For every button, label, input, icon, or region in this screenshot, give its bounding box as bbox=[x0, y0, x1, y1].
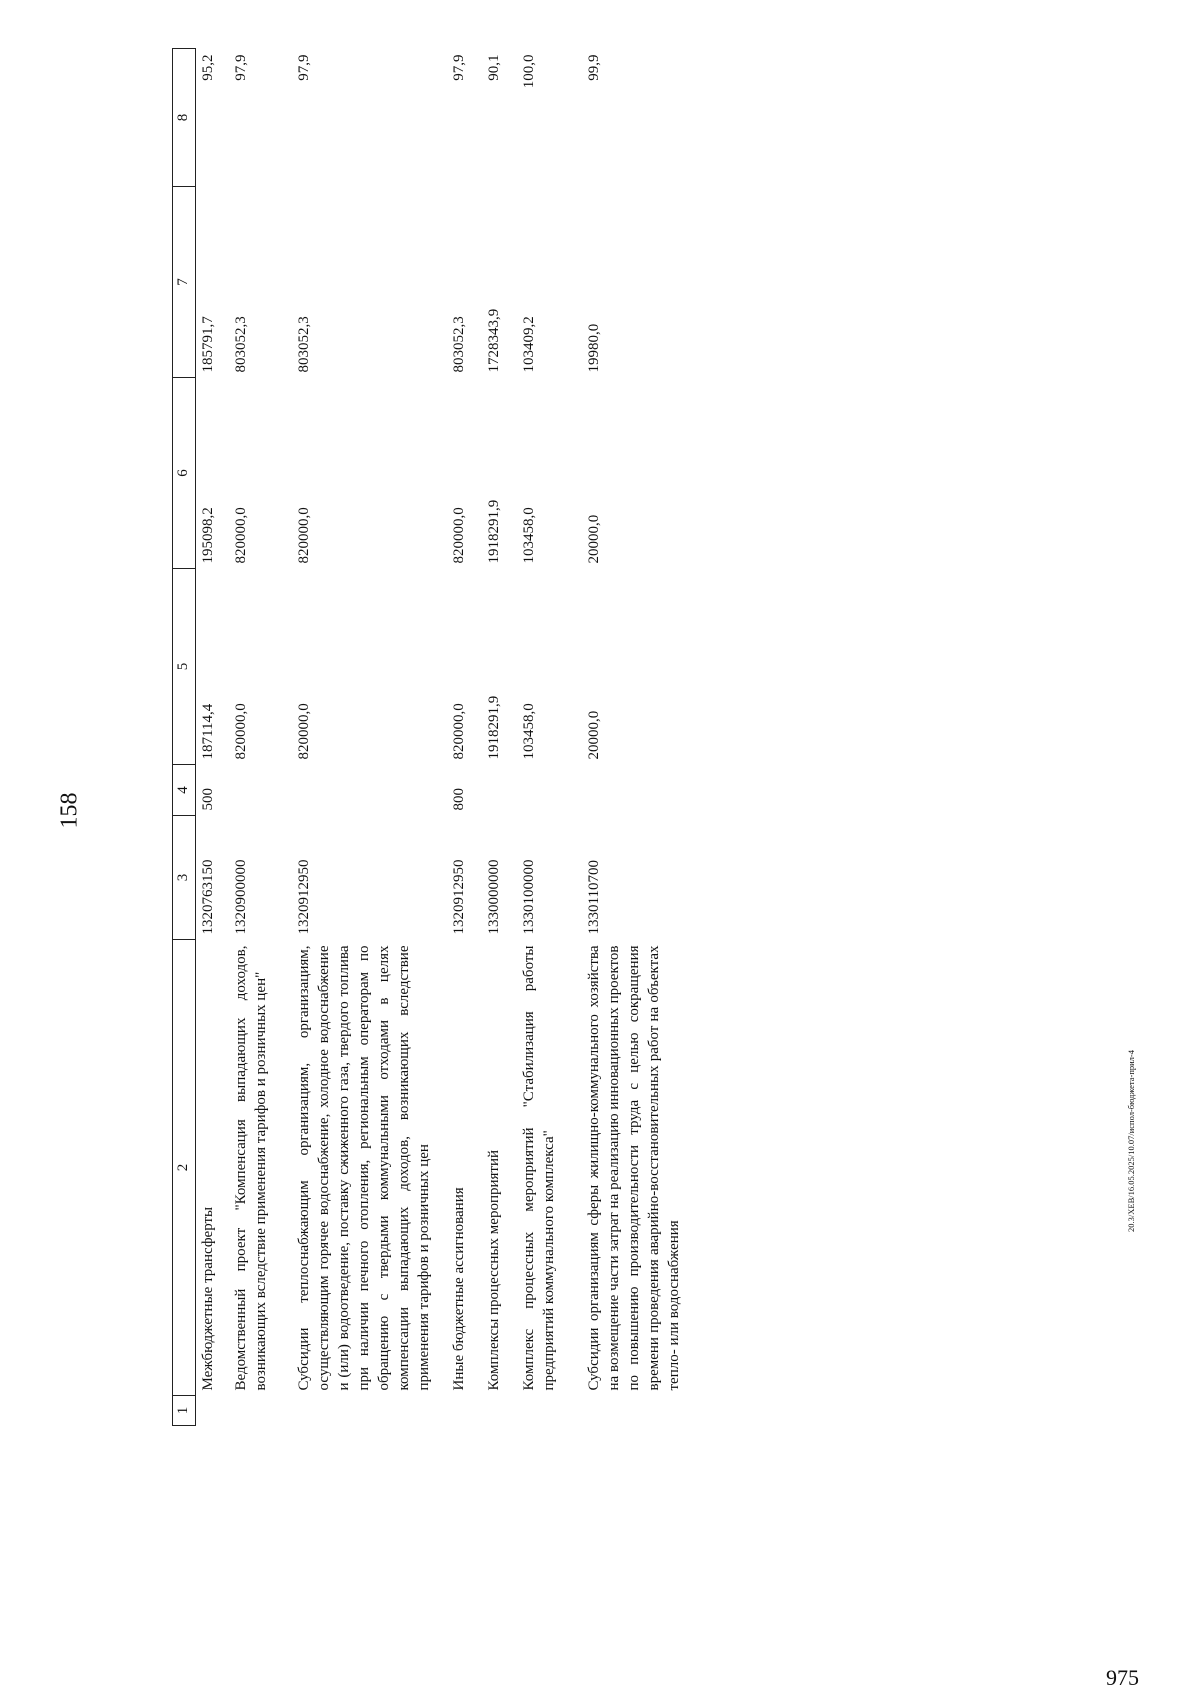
row-execution-percent: 97,9 bbox=[451, 54, 467, 81]
row-executed-amount: 1728343,9 bbox=[486, 308, 502, 373]
footer-page-number: 975 bbox=[1106, 1665, 1139, 1690]
row-specified-amount: 20000,0 bbox=[586, 514, 602, 564]
column-header-7: 7 bbox=[173, 187, 196, 378]
row-planned-amount: 820000,0 bbox=[296, 703, 312, 760]
file-code-footer: 20.3/XEB/16.05.2025/10.07/испол-бюджета-прил-4 bbox=[1126, 1050, 1136, 1232]
column-header-4: 4 bbox=[173, 765, 196, 816]
row-name: Иные бюджетные ассигнования bbox=[451, 1187, 467, 1391]
row-code: 1320912950 bbox=[296, 859, 312, 935]
row-blank-cell bbox=[291, 1396, 446, 1426]
row-code: 1320900000 bbox=[233, 859, 249, 935]
row-specified-amount: 1918291,9 bbox=[486, 499, 502, 564]
row-specified-amount: 820000,0 bbox=[296, 507, 312, 564]
row-specified-amount: 820000,0 bbox=[233, 507, 249, 564]
row-execution-percent: 99,9 bbox=[586, 54, 602, 81]
row-execution-percent: 100,0 bbox=[521, 54, 537, 89]
row-executed-amount: 803052,3 bbox=[451, 316, 467, 373]
row-blank-cell bbox=[446, 1396, 481, 1426]
row-planned-amount: 1918291,9 bbox=[486, 695, 502, 760]
row-expense-type bbox=[291, 765, 446, 816]
table-row bbox=[228, 49, 291, 1426]
row-code: 1330110700 bbox=[586, 860, 602, 935]
row-expense-type bbox=[516, 765, 581, 816]
row-name: Ведомственный проект "Компенсация выпадающих доходов, возникающих вследствие применения тарифов и розничных цен" bbox=[233, 945, 269, 1391]
row-execution-percent: 97,9 bbox=[296, 54, 312, 81]
row-name: Субсидии теплоснабжающим организациям, организациям, осуществляющим горячее водоснабжение, холодное водоснабжение и (или) водоотведение, поставку сжиженного газа, твердого топлива при наличии печного отопления, региональным операторам по обращению с твердыми коммунальными отходами в целях компенсации выпадающих доходов, возникающих вследствие применения тарифов и розничных цен bbox=[296, 945, 432, 1391]
column-header-1: 1 bbox=[173, 1396, 196, 1426]
row-blank-cell bbox=[581, 1396, 694, 1426]
table-row bbox=[291, 49, 446, 1426]
column-header-6: 6 bbox=[173, 378, 196, 569]
row-blank-cell bbox=[228, 1396, 291, 1426]
row-name: Межбюджетные трансферты bbox=[196, 940, 229, 1396]
page-number: 158 bbox=[56, 792, 83, 829]
row-expense-type bbox=[228, 765, 291, 816]
row-executed-amount: 19980,0 bbox=[586, 323, 602, 373]
row-code: 1330100000 bbox=[521, 859, 537, 935]
row-planned-amount: 20000,0 bbox=[586, 710, 602, 760]
table-row bbox=[446, 49, 481, 1426]
column-header-8: 8 bbox=[173, 49, 196, 187]
row-name: Комплекс процессных мероприятий "Стабилизация работы предприятий коммунального комплекса" bbox=[521, 945, 557, 1391]
row-execution-percent: 90,1 bbox=[486, 54, 502, 81]
row-executed-amount: 185791,7 bbox=[196, 187, 229, 378]
budget-table-rotated bbox=[172, 48, 694, 1426]
row-blank-cell bbox=[481, 1396, 516, 1426]
row-executed-amount: 103409,2 bbox=[521, 316, 537, 373]
row-execution-percent: 95,2 bbox=[196, 49, 229, 187]
row-blank-cell bbox=[196, 1396, 229, 1426]
row-specified-amount: 103458,0 bbox=[521, 507, 537, 564]
row-executed-amount: 803052,3 bbox=[233, 316, 249, 373]
column-number-header bbox=[173, 49, 196, 1426]
table-row bbox=[481, 49, 516, 1426]
row-name: Субсидии организациям сферы жилищно-коммунального хозяйства на возмещение части затрат на реализацию инновационных проектов по повышению производительности труда с целью сокращения времени проведения аварийно-восстановительных работ на объектах тепло- или водоснабжения bbox=[586, 945, 682, 1391]
row-execution-percent: 97,9 bbox=[233, 54, 249, 81]
column-header-3: 3 bbox=[173, 816, 196, 940]
row-expense-type bbox=[481, 765, 516, 816]
row-planned-amount: 103458,0 bbox=[521, 703, 537, 760]
row-expense-type bbox=[581, 765, 694, 816]
table-row bbox=[516, 49, 581, 1426]
table-row bbox=[581, 49, 694, 1426]
row-specified-amount: 195098,2 bbox=[196, 378, 229, 569]
column-header-5: 5 bbox=[173, 569, 196, 765]
row-planned-amount: 820000,0 bbox=[451, 703, 467, 760]
row-name: Комплексы процессных мероприятий bbox=[486, 1149, 502, 1391]
budget-table bbox=[172, 48, 694, 1426]
row-code: 1320912950 bbox=[451, 859, 467, 935]
row-planned-amount: 187114,4 bbox=[196, 569, 229, 765]
row-executed-amount: 803052,3 bbox=[296, 316, 312, 373]
row-expense-type: 500 bbox=[196, 765, 229, 816]
row-planned-amount: 820000,0 bbox=[233, 703, 249, 760]
row-code: 1330000000 bbox=[486, 859, 502, 935]
table-row bbox=[196, 49, 229, 1426]
column-header-2: 2 bbox=[173, 940, 196, 1396]
row-specified-amount: 820000,0 bbox=[451, 507, 467, 564]
row-code: 1320763150 bbox=[196, 816, 229, 940]
row-expense-type: 800 bbox=[451, 788, 467, 811]
row-blank-cell bbox=[516, 1396, 581, 1426]
